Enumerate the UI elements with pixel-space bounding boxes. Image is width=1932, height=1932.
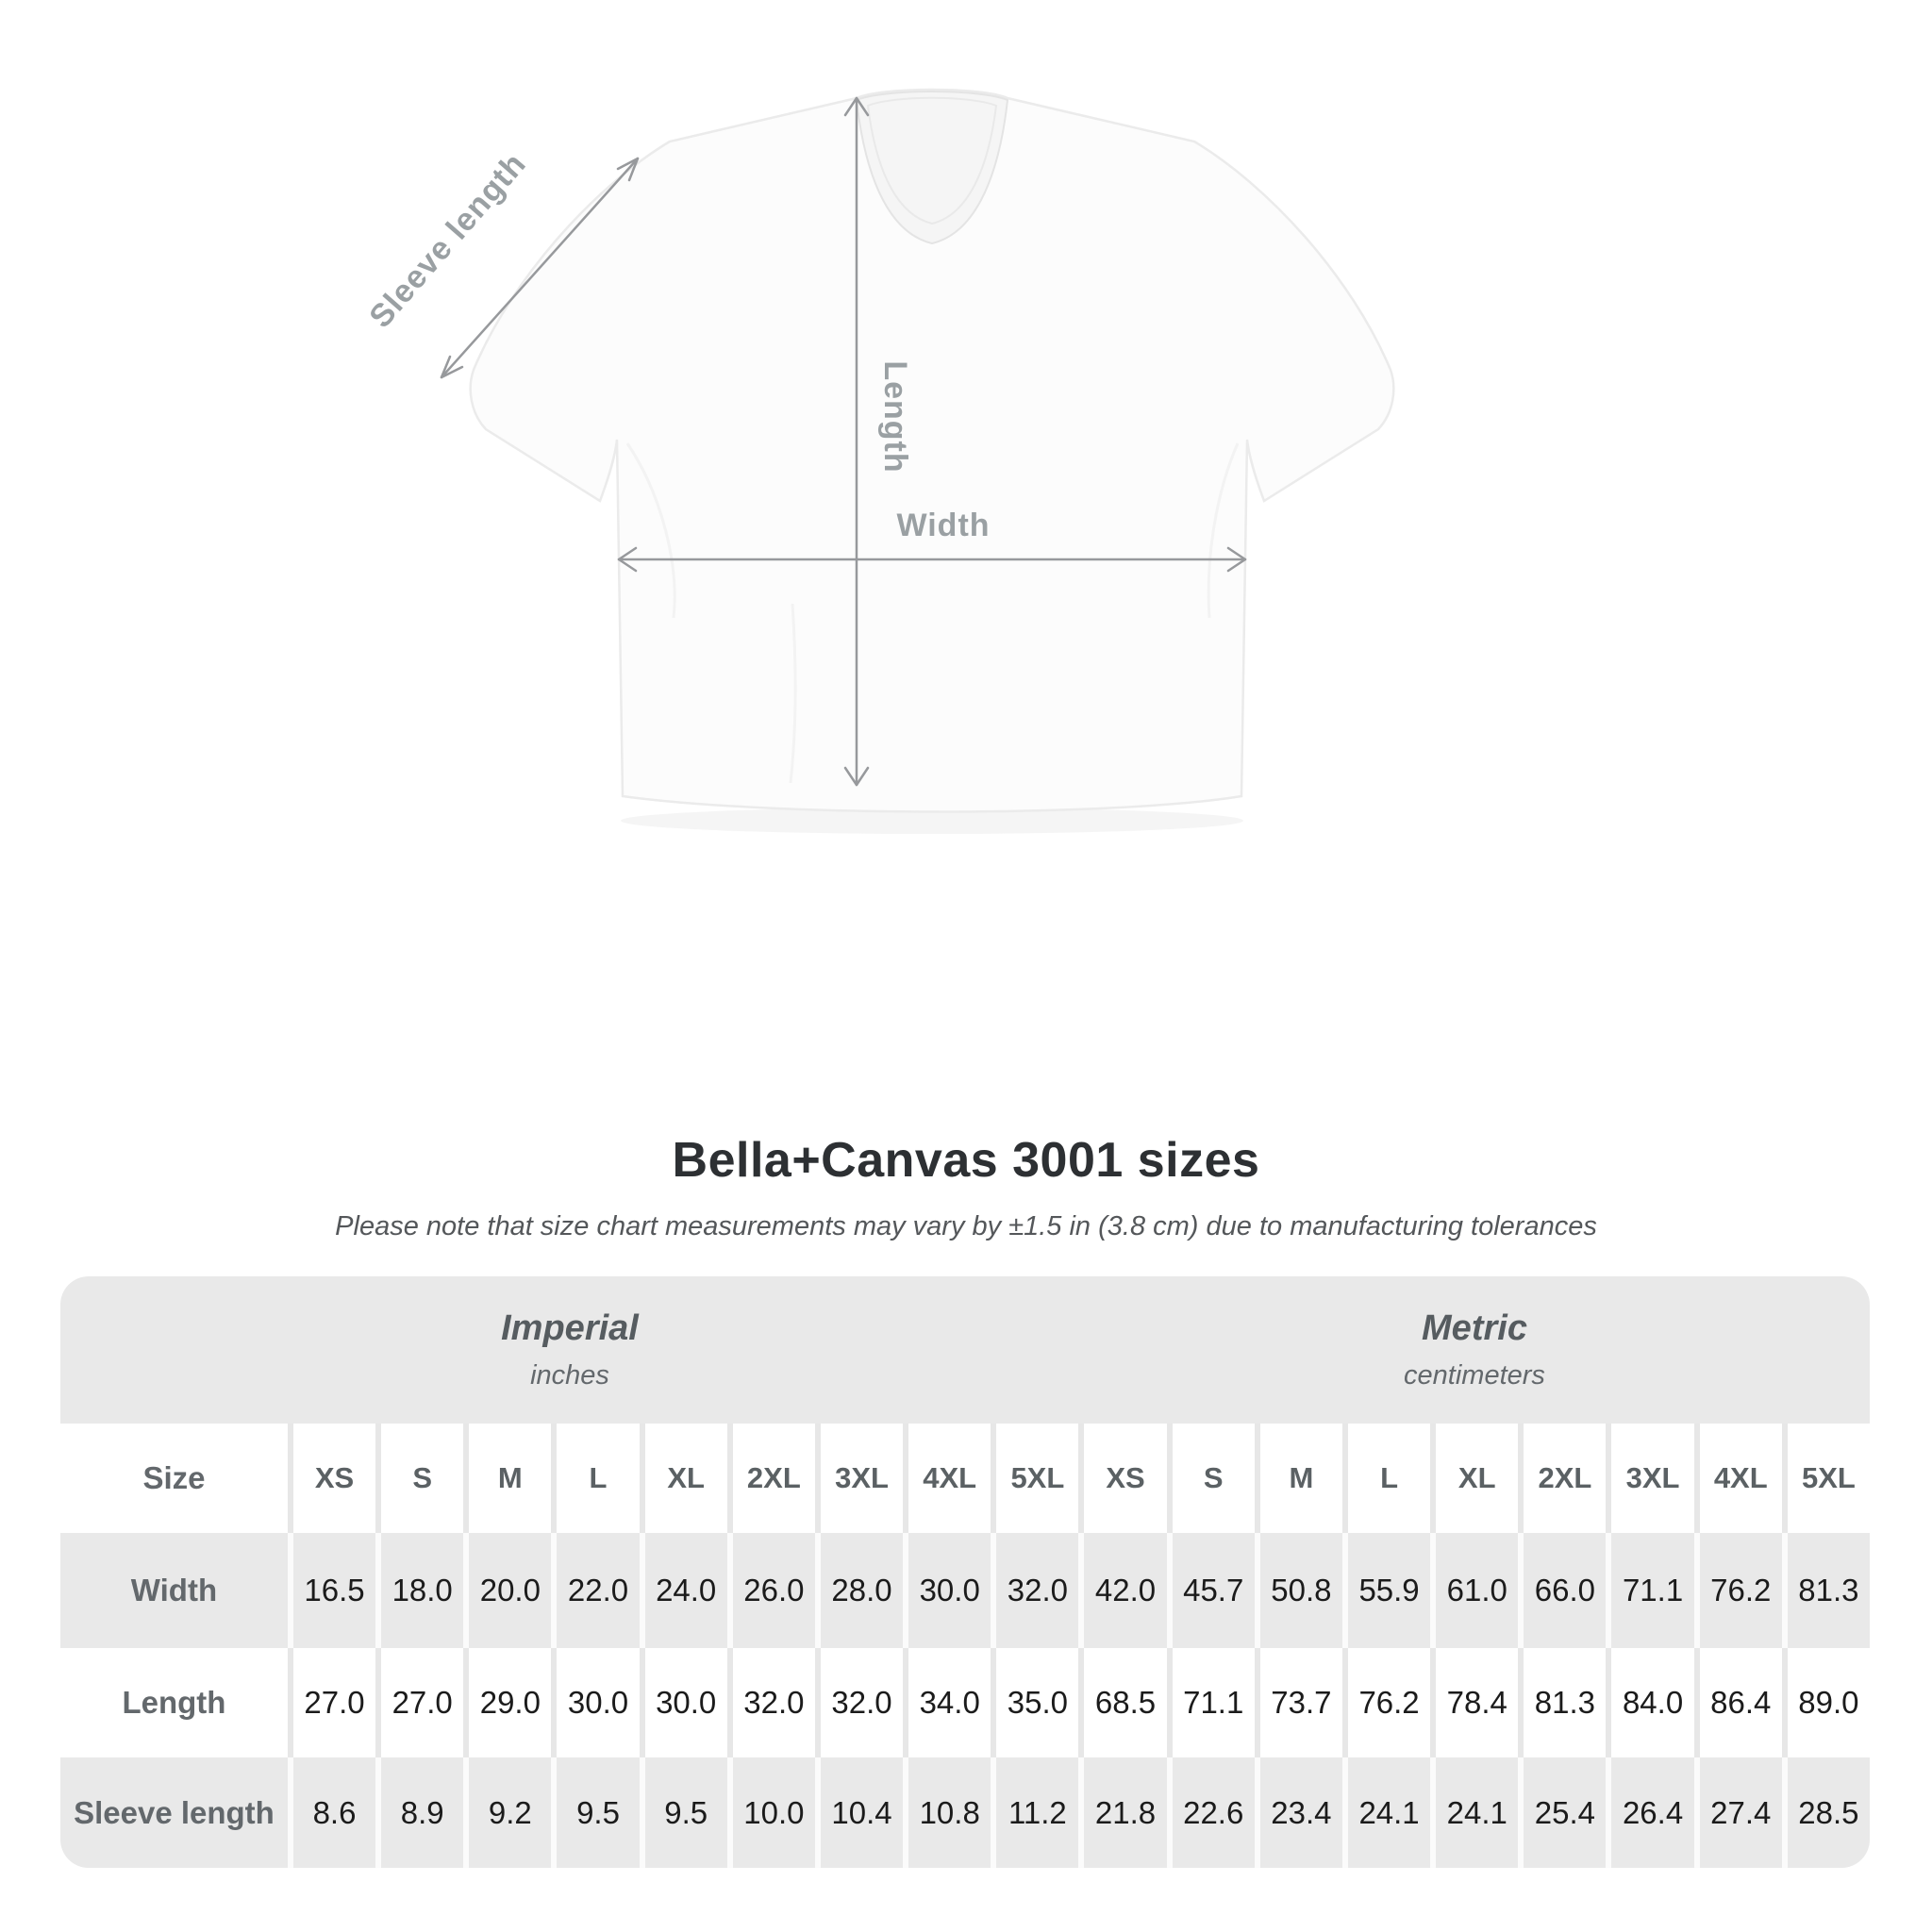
sleeve-length-label: Sleeve length [362,145,534,335]
size-header-cell: M [463,1424,551,1533]
size-header-cell: L [551,1424,639,1533]
size-header-cell: S [375,1424,463,1533]
size-header-cell: XS [1078,1424,1166,1533]
value-cell: 22.0 [551,1533,639,1648]
value-cell: 30.0 [551,1648,639,1757]
value-cell: 71.1 [1167,1648,1255,1757]
value-cell: 24.1 [1430,1757,1518,1868]
page-title: Bella+Canvas 3001 sizes [672,1133,1260,1188]
value-cell: 76.2 [1694,1533,1782,1648]
value-cell: 20.0 [463,1533,551,1648]
value-cell: 50.8 [1255,1533,1342,1648]
size-header-cell: 4XL [1694,1424,1782,1533]
value-cell: 9.5 [640,1757,727,1868]
unit-header-band [60,1276,1870,1424]
value-cell: 24.0 [640,1533,727,1648]
value-cell: 55.9 [1342,1533,1430,1648]
value-cell: 26.0 [727,1533,815,1648]
imperial-title: Imperial [501,1308,639,1348]
value-cell: 27.0 [375,1648,463,1757]
value-cell: 21.8 [1078,1757,1166,1868]
size-header-cell: 3XL [1606,1424,1693,1533]
metric-section-header [1079,1276,1870,1424]
row-label: Sleeve length [74,1794,275,1830]
value-cell: 27.0 [288,1648,375,1757]
imperial-unit: inches [530,1360,609,1391]
value-cell: 9.5 [551,1757,639,1868]
value-cell: 10.8 [903,1757,991,1868]
table-row-length [60,1648,1870,1757]
tolerance-note: Please note that size chart measurements may vary by ±1.5 in (3.8 cm) due to manufacturing tolerances [335,1211,1597,1241]
size-header-cell: M [1255,1424,1342,1533]
size-header-cell: 5XL [1782,1424,1870,1533]
imperial-section-header [60,1276,1079,1424]
value-cell: 8.6 [288,1757,375,1868]
size-header-cell: 5XL [991,1424,1078,1533]
value-cell: 32.0 [991,1533,1078,1648]
value-cell: 42.0 [1078,1533,1166,1648]
value-cell: 30.0 [903,1533,991,1648]
size-header-cell: S [1167,1424,1255,1533]
size-header-cell: XL [640,1424,727,1533]
value-cell: 30.0 [640,1648,727,1757]
size-header-cell: 2XL [727,1424,815,1533]
size-header-cell: 4XL [903,1424,991,1533]
value-cell: 8.9 [375,1757,463,1868]
value-cell: 25.4 [1518,1757,1606,1868]
size-header-cell: 2XL [1518,1424,1606,1533]
value-cell: 11.2 [991,1757,1078,1868]
value-cell: 61.0 [1430,1533,1518,1648]
size-header-cell: 3XL [815,1424,903,1533]
value-cell: 32.0 [727,1648,815,1757]
value-cell: 22.6 [1167,1757,1255,1868]
metric-unit: centimeters [1404,1360,1545,1391]
size-header-cell: L [1342,1424,1430,1533]
value-cell: 68.5 [1078,1648,1166,1757]
table-row-sleeve-length [60,1757,1870,1868]
value-cell: 81.3 [1518,1648,1606,1757]
size-header-cell: XL [1430,1424,1518,1533]
value-cell: 84.0 [1606,1648,1693,1757]
value-cell: 35.0 [991,1648,1078,1757]
title-block [0,1132,1932,1242]
length-label: Length [877,360,913,474]
value-cell: 28.5 [1782,1757,1870,1868]
value-cell: 73.7 [1255,1648,1342,1757]
row-label: Width [130,1573,218,1607]
value-cell: 76.2 [1342,1648,1430,1757]
value-cell: 23.4 [1255,1757,1342,1868]
size-header-cell: XS [288,1424,375,1533]
value-cell: 26.4 [1606,1757,1693,1868]
value-cell: 89.0 [1782,1648,1870,1757]
value-cell: 18.0 [375,1533,463,1648]
value-cell: 29.0 [463,1648,551,1757]
value-cell: 34.0 [903,1648,991,1757]
size-table [60,1276,1870,1868]
value-cell: 45.7 [1167,1533,1255,1648]
value-cell: 32.0 [815,1648,903,1757]
value-cell: 9.2 [463,1757,551,1868]
size-column-header: Size [142,1460,206,1495]
value-cell: 28.0 [815,1533,903,1648]
value-cell: 24.1 [1342,1757,1430,1868]
row-label: Length [122,1685,226,1720]
table-row-width [60,1533,1870,1648]
size-header-row [60,1424,1870,1533]
value-cell: 10.0 [727,1757,815,1868]
value-cell: 86.4 [1694,1648,1782,1757]
metric-title: Metric [1422,1308,1527,1348]
value-cell: 71.1 [1606,1533,1693,1648]
value-cell: 66.0 [1518,1533,1606,1648]
value-cell: 81.3 [1782,1533,1870,1648]
value-cell: 27.4 [1694,1757,1782,1868]
width-label: Width [896,508,991,543]
value-cell: 10.4 [815,1757,903,1868]
value-cell: 78.4 [1430,1648,1518,1757]
value-cell: 16.5 [288,1533,375,1648]
